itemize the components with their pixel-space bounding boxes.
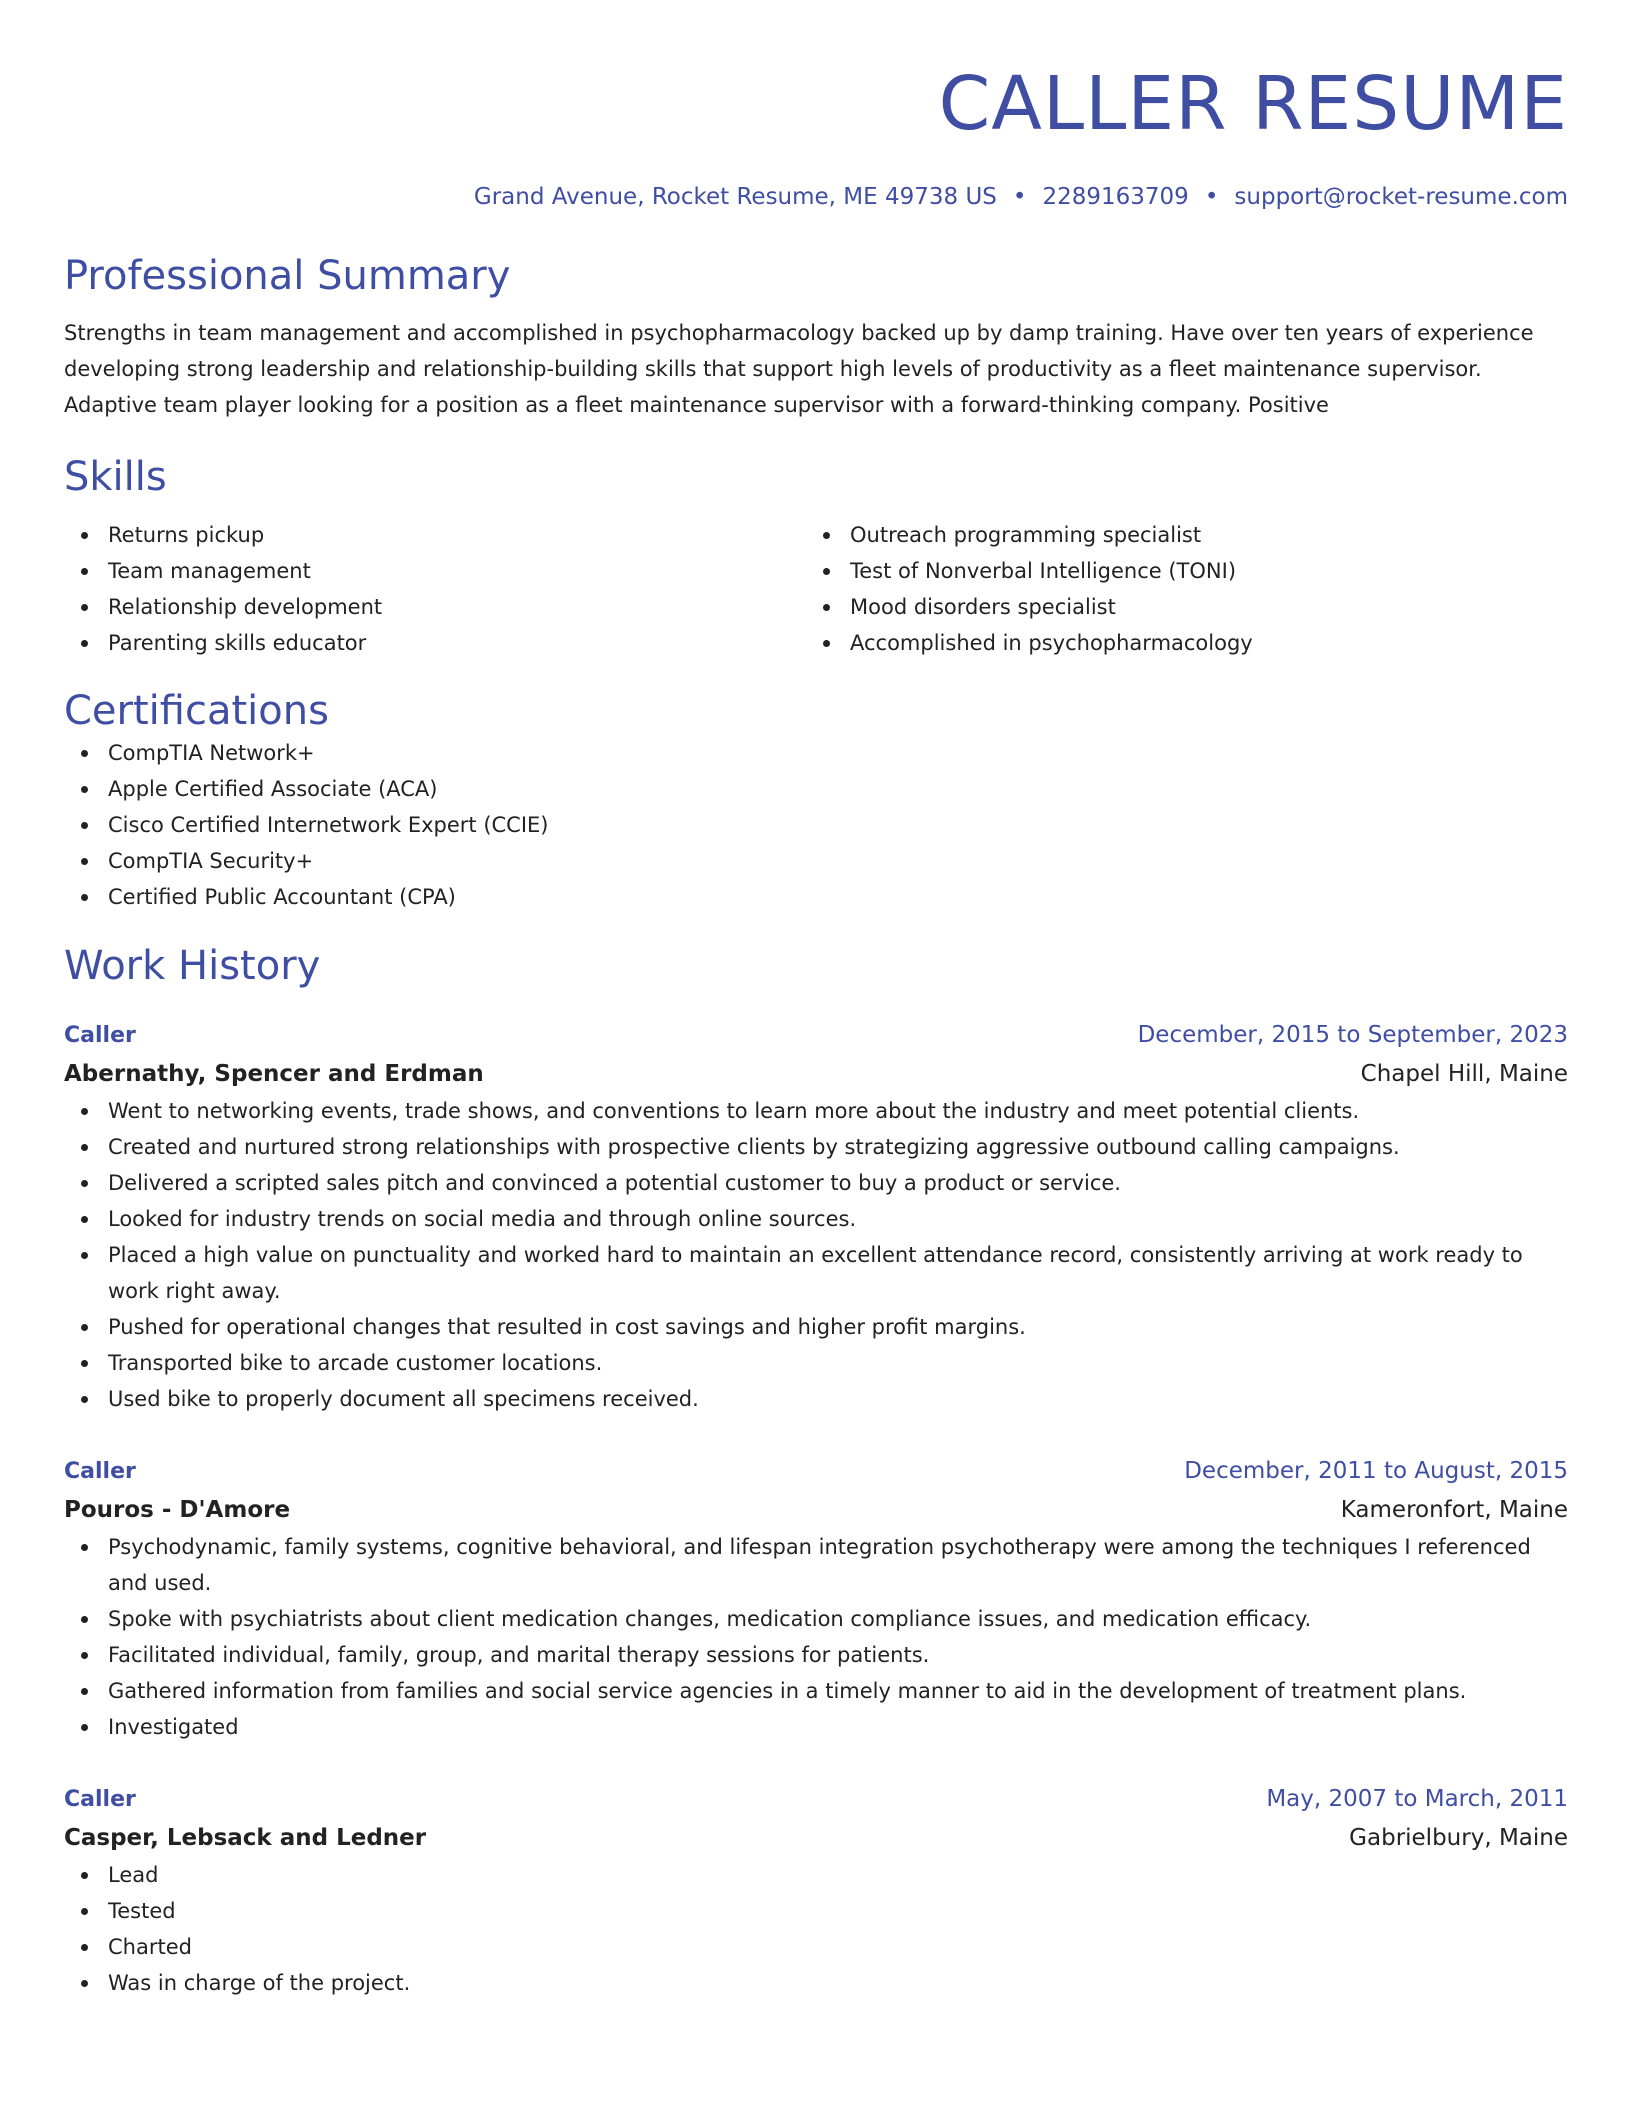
job-title: Caller [64, 1787, 136, 1812]
contact-line [64, 181, 1568, 213]
job-duty: Was in charge of the project. [64, 1965, 1568, 2001]
job-location: Kameronfort, Maine [1340, 1497, 1568, 1523]
job-duty: Used bike to properly document all specimens received. [64, 1381, 1568, 1417]
certification-item: Apple Certified Associate (ACA) [64, 771, 1568, 807]
contact-separator: • [1204, 184, 1219, 210]
certification-item: Cisco Certified Internetwork Expert (CCIE) [64, 807, 1568, 843]
job-location: Gabrielbury, Maine [1349, 1825, 1568, 1851]
job-title: Caller [64, 1023, 136, 1048]
skills-right-list [806, 517, 1548, 661]
contact-separator: • [1012, 184, 1027, 210]
contact-phone: 2289163709 [1042, 184, 1189, 210]
job-duties-list [64, 1857, 1568, 2001]
job-title: Caller [64, 1459, 136, 1484]
skill-item: Outreach programming specialist [806, 517, 1548, 553]
job-duty: Pushed for operational changes that resulted in cost savings and higher profit margins. [64, 1309, 1568, 1345]
skill-item: Mood disorders specialist [806, 589, 1548, 625]
skill-item: Accomplished in psychopharmacology [806, 625, 1548, 661]
job-duty: Created and nurtured strong relationships with prospective clients by strategizing aggressive outbound calling campaigns. [64, 1129, 1568, 1165]
job-company: Abernathy, Spencer and Erdman [64, 1061, 484, 1087]
contact-address: Grand Avenue, Rocket Resume, ME 49738 US [473, 184, 997, 210]
job-duty: Placed a high value on punctuality and worked hard to maintain an excellent attendance record, consistently arriving at work ready to work right away. [64, 1237, 1568, 1309]
job-dates: December, 2011 to August, 2015 [1184, 1458, 1568, 1484]
job-header-row [64, 1452, 1568, 1491]
job-dates: December, 2015 to September, 2023 [1137, 1022, 1568, 1048]
job-company-row [64, 1055, 1568, 1093]
job-entry [64, 1016, 1568, 1417]
job-company-row [64, 1819, 1568, 1857]
skills-grid [64, 517, 1568, 661]
job-duties-list [64, 1093, 1568, 1417]
job-duty: Gathered information from families and social service agencies in a timely manner to aid in the development of treatment plans. [64, 1673, 1568, 1709]
skill-item: Test of Nonverbal Intelligence (TONI) [806, 553, 1548, 589]
job-location: Chapel Hill, Maine [1360, 1061, 1568, 1087]
work-history-heading: Work History [64, 943, 321, 989]
skill-item: Team management [64, 553, 806, 589]
job-entry [64, 1780, 1568, 2001]
job-duty: Lead [64, 1857, 1568, 1893]
job-dates: May, 2007 to March, 2011 [1266, 1786, 1568, 1812]
job-entry [64, 1452, 1568, 1745]
certifications-list [64, 735, 1568, 915]
job-duty: Facilitated individual, family, group, and marital therapy sessions for patients. [64, 1637, 1568, 1673]
job-duty: Charted [64, 1929, 1568, 1965]
job-company: Pouros - D'Amore [64, 1497, 291, 1523]
job-company-row [64, 1491, 1568, 1529]
certification-item: CompTIA Network+ [64, 735, 1568, 771]
skills-heading: Skills [64, 454, 167, 500]
skill-item: Returns pickup [64, 517, 806, 553]
summary-heading: Professional Summary [64, 253, 511, 299]
job-header-row [64, 1780, 1568, 1819]
job-duty: Went to networking events, trade shows, and conventions to learn more about the industry and meet potential clients. [64, 1093, 1568, 1129]
certification-item: CompTIA Security+ [64, 843, 1568, 879]
resume-title: CALLER RESUME [938, 61, 1568, 147]
job-duty: Looked for industry trends on social media and through online sources. [64, 1201, 1568, 1237]
certifications-heading: Certifications [64, 688, 329, 734]
skills-left-list [64, 517, 806, 661]
resume-page [64, 0, 1568, 2001]
summary-text: Strengths in team management and accomplished in psychopharmacology backed up by damp training. Have over ten years of experience developing strong leadership and relationship-building skills that support high levels of productivity as a fleet maintenance supervisor. Adaptive team player looking for a position as a fleet maintenance supervisor with a forward-thinking company. Positive [64, 321, 1534, 417]
contact-email: support@rocket-resume.com [1234, 184, 1568, 210]
job-duty: Investigated [64, 1709, 1568, 1745]
job-duties-list [64, 1529, 1568, 1745]
job-duty: Transported bike to arcade customer locations. [64, 1345, 1568, 1381]
job-duty: Delivered a scripted sales pitch and convinced a potential customer to buy a product or service. [64, 1165, 1568, 1201]
job-duty: Spoke with psychiatrists about client medication changes, medication compliance issues, and medication efficacy. [64, 1601, 1568, 1637]
job-duty: Tested [64, 1893, 1568, 1929]
job-duty: Psychodynamic, family systems, cognitive behavioral, and lifespan integration psychotherapy were among the techniques I referenced and used. [64, 1529, 1568, 1601]
skill-item: Relationship development [64, 589, 806, 625]
skill-item: Parenting skills educator [64, 625, 806, 661]
job-company: Casper, Lebsack and Ledner [64, 1825, 427, 1851]
job-header-row [64, 1016, 1568, 1055]
certification-item: Certified Public Accountant (CPA) [64, 879, 1568, 915]
